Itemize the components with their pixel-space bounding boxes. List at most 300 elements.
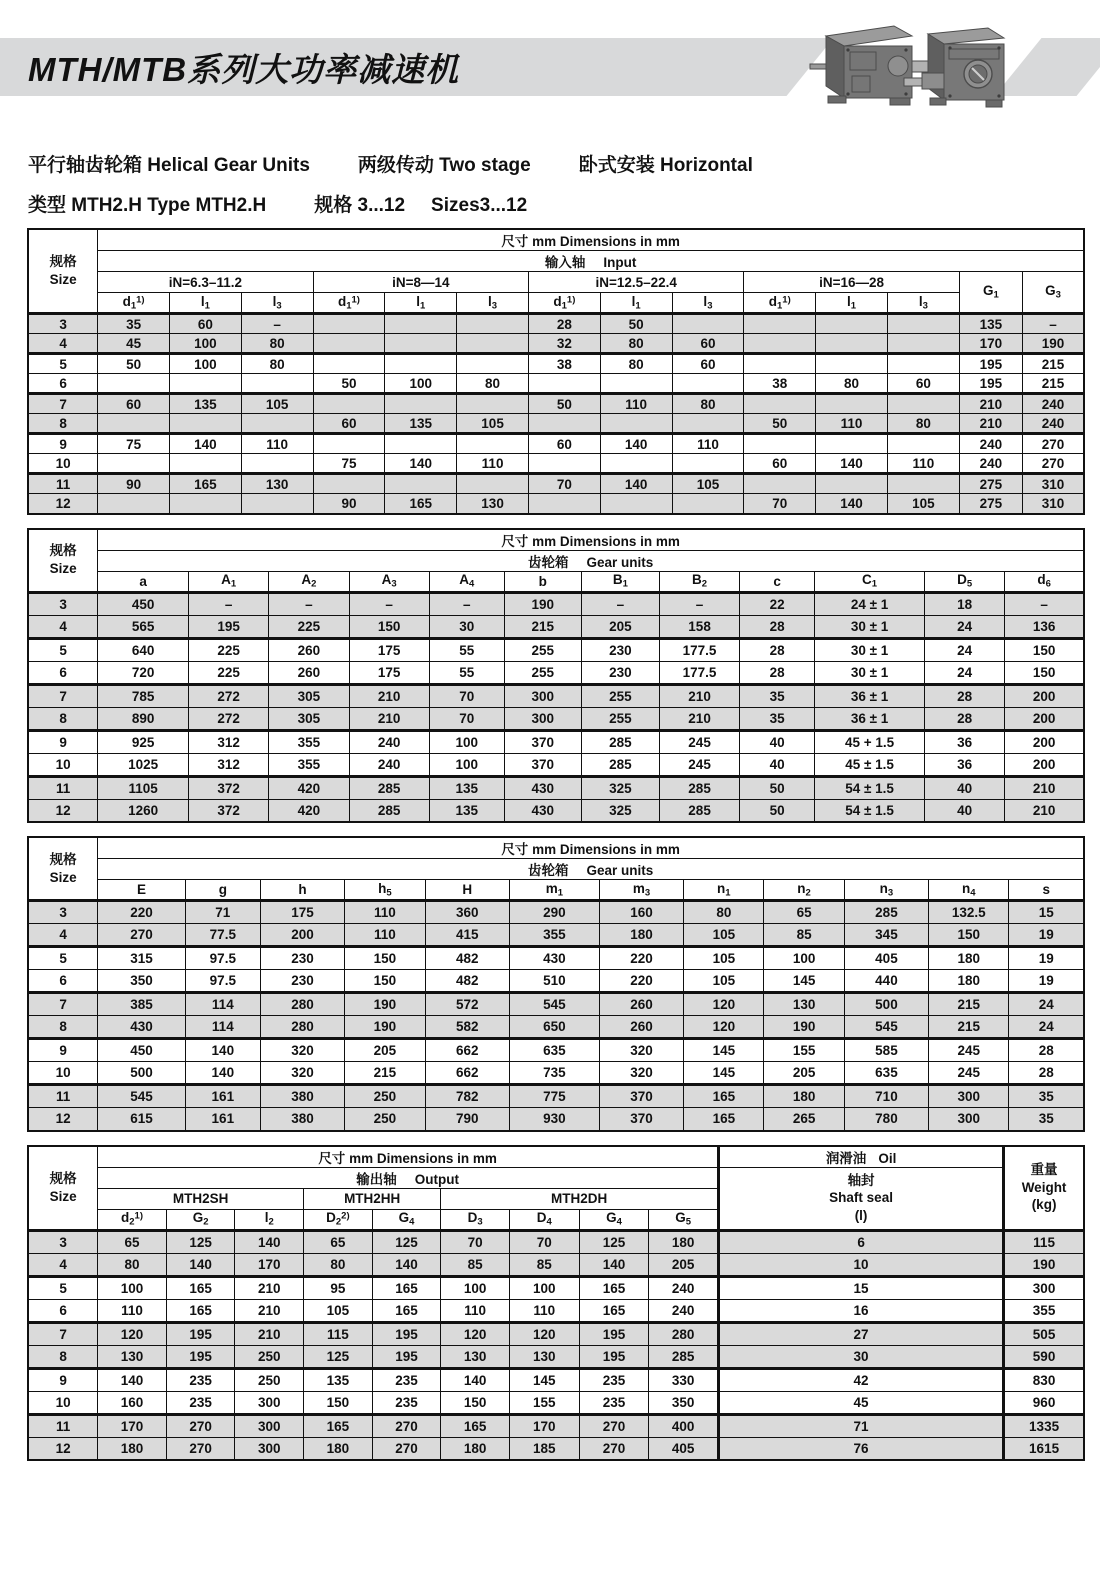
table-row bbox=[28, 615, 1084, 638]
value-cell: 370 bbox=[504, 730, 581, 753]
value-cell: 30 ± 1 bbox=[815, 638, 925, 661]
col-header: s bbox=[1009, 880, 1084, 901]
value-cell: 450 bbox=[98, 592, 189, 615]
value-cell: 300 bbox=[929, 1085, 1009, 1108]
value-cell bbox=[816, 334, 888, 354]
value-cell: 36 bbox=[924, 730, 1004, 753]
value-cell: 785 bbox=[98, 684, 189, 707]
value-cell: 930 bbox=[509, 1108, 599, 1131]
size-cell: 8 bbox=[28, 707, 98, 730]
value-cell: 205 bbox=[581, 615, 659, 638]
table-body bbox=[28, 901, 1084, 1131]
value-cell: 215 bbox=[504, 615, 581, 638]
value-cell bbox=[600, 494, 672, 514]
value-cell: 100 bbox=[509, 1276, 579, 1299]
gearbox-product-photos bbox=[806, 16, 1016, 116]
value-cell: 405 bbox=[649, 1437, 719, 1460]
value-cell bbox=[98, 414, 170, 434]
value-cell bbox=[385, 394, 457, 414]
value-cell: 140 bbox=[166, 1253, 235, 1276]
value-cell: 76 bbox=[719, 1437, 1004, 1460]
value-cell: 65 bbox=[764, 901, 844, 924]
value-cell: 200 bbox=[1005, 753, 1084, 776]
oil-label-en: Oil bbox=[878, 1150, 897, 1166]
value-cell: 24 bbox=[924, 615, 1004, 638]
col-header: $d_1^{1)}$ bbox=[98, 293, 170, 314]
value-cell: 195 bbox=[372, 1345, 441, 1368]
value-cell: 105 bbox=[304, 1299, 373, 1322]
table-row bbox=[28, 993, 1084, 1016]
col-header: $d_6$ bbox=[1005, 571, 1084, 592]
value-cell: 65 bbox=[304, 1230, 373, 1253]
value-cell: 19 bbox=[1009, 970, 1084, 993]
value-cell: 245 bbox=[659, 753, 739, 776]
value-cell: 420 bbox=[269, 799, 349, 822]
col-header: $l_1$ bbox=[169, 293, 241, 314]
value-cell: 55 bbox=[429, 661, 504, 684]
value-cell: 40 bbox=[740, 753, 815, 776]
col-header: $d_1^{1)}$ bbox=[744, 293, 816, 314]
col-header: $l_1$ bbox=[816, 293, 888, 314]
size-cell: 11 bbox=[28, 474, 98, 494]
value-cell: 240 bbox=[349, 730, 429, 753]
value-cell: 100 bbox=[429, 730, 504, 753]
value-cell: 215 bbox=[1023, 374, 1084, 394]
value-cell: 1105 bbox=[98, 776, 189, 799]
value-cell: 250 bbox=[235, 1345, 304, 1368]
value-cell: 125 bbox=[304, 1345, 373, 1368]
value-cell: 220 bbox=[599, 970, 683, 993]
value-cell: 38 bbox=[528, 354, 600, 374]
value-cell: 270 bbox=[1023, 454, 1084, 474]
size-cell: 12 bbox=[28, 1108, 98, 1131]
value-cell: 100 bbox=[169, 334, 241, 354]
col-header: $l_2$ bbox=[235, 1209, 304, 1230]
size-label-zh: 规格 bbox=[49, 1170, 77, 1186]
col-header: $D_4$ bbox=[509, 1209, 579, 1230]
value-cell: 430 bbox=[509, 947, 599, 970]
table-row bbox=[28, 1345, 1084, 1368]
ratio-range-header: iN=16—28 bbox=[744, 272, 959, 293]
value-cell: 320 bbox=[599, 1062, 683, 1085]
value-cell: 255 bbox=[581, 684, 659, 707]
value-cell: 177.5 bbox=[659, 661, 739, 684]
value-cell: 370 bbox=[599, 1108, 683, 1131]
value-cell bbox=[528, 494, 600, 514]
value-cell: 250 bbox=[235, 1368, 304, 1391]
value-cell: 572 bbox=[425, 993, 509, 1016]
size-cell: 5 bbox=[28, 1276, 98, 1299]
subtitle-line-2 bbox=[28, 190, 527, 217]
value-cell: 110 bbox=[887, 454, 959, 474]
value-cell: 28 bbox=[924, 707, 1004, 730]
value-cell: 215 bbox=[1023, 354, 1084, 374]
value-cell: 105 bbox=[887, 494, 959, 514]
table-row bbox=[28, 799, 1084, 822]
value-cell: 275 bbox=[959, 494, 1022, 514]
value-cell: 205 bbox=[764, 1062, 844, 1085]
col-header: $n_3$ bbox=[844, 880, 928, 901]
value-cell: 280 bbox=[260, 1016, 344, 1039]
value-cell: 215 bbox=[929, 993, 1009, 1016]
value-cell: 28 bbox=[528, 314, 600, 334]
value-cell: – bbox=[429, 592, 504, 615]
value-cell: 110 bbox=[600, 394, 672, 414]
value-cell: 285 bbox=[844, 901, 928, 924]
table-row bbox=[28, 314, 1084, 334]
table-row bbox=[28, 1322, 1084, 1345]
value-cell: 225 bbox=[189, 661, 269, 684]
value-cell: 165 bbox=[441, 1414, 510, 1437]
table-body bbox=[28, 1230, 1084, 1460]
value-cell: 110 bbox=[98, 1299, 167, 1322]
weight-unit-label: (kg) bbox=[1031, 1197, 1057, 1213]
value-cell: 145 bbox=[509, 1368, 579, 1391]
value-cell: 195 bbox=[166, 1322, 235, 1345]
value-cell: 110 bbox=[672, 434, 744, 454]
col-header: a bbox=[98, 571, 189, 592]
col-header: H bbox=[425, 880, 509, 901]
value-cell: 260 bbox=[269, 638, 349, 661]
size-label-zh: 规格 bbox=[49, 254, 77, 270]
table-row bbox=[28, 1437, 1084, 1460]
value-cell: 240 bbox=[1023, 414, 1084, 434]
value-cell: 120 bbox=[684, 1016, 764, 1039]
value-cell: 135 bbox=[304, 1368, 373, 1391]
col-header: $m_1$ bbox=[509, 880, 599, 901]
value-cell: 45 bbox=[98, 334, 170, 354]
table-row bbox=[28, 707, 1084, 730]
gear-units-label-en: Gear units bbox=[586, 863, 654, 878]
value-cell: 255 bbox=[504, 661, 581, 684]
value-cell: 370 bbox=[504, 753, 581, 776]
table-row bbox=[28, 1391, 1084, 1414]
value-cell: 175 bbox=[349, 638, 429, 661]
value-cell: 420 bbox=[269, 776, 349, 799]
table-row bbox=[28, 494, 1084, 514]
value-cell: 35 bbox=[1009, 1085, 1084, 1108]
value-cell: 45 bbox=[719, 1391, 1004, 1414]
size-cell: 5 bbox=[28, 638, 98, 661]
size-cell: 3 bbox=[28, 592, 98, 615]
value-cell: 150 bbox=[304, 1391, 373, 1414]
value-cell: 50 bbox=[313, 374, 385, 394]
col-header-g1: $G_1$ bbox=[959, 272, 1022, 314]
value-cell: 430 bbox=[98, 1016, 186, 1039]
size-cell: 12 bbox=[28, 494, 98, 514]
value-cell: 230 bbox=[581, 638, 659, 661]
col-header: $B_2$ bbox=[659, 571, 739, 592]
value-cell: 275 bbox=[959, 474, 1022, 494]
col-header: $A_2$ bbox=[269, 571, 349, 592]
model-header-mth2hh: MTH2HH bbox=[304, 1188, 441, 1209]
value-cell: 195 bbox=[959, 374, 1022, 394]
value-cell: 30 bbox=[429, 615, 504, 638]
size-cell: 4 bbox=[28, 1253, 98, 1276]
col-header: $n_1$ bbox=[684, 880, 764, 901]
size-column-header bbox=[28, 1146, 98, 1231]
value-cell: – bbox=[659, 592, 739, 615]
value-cell: 545 bbox=[509, 993, 599, 1016]
value-cell: 240 bbox=[959, 454, 1022, 474]
value-cell: 500 bbox=[98, 1062, 186, 1085]
value-cell: 775 bbox=[509, 1085, 599, 1108]
value-cell: 265 bbox=[764, 1108, 844, 1131]
value-cell bbox=[385, 314, 457, 334]
value-cell: 280 bbox=[260, 993, 344, 1016]
value-cell: 70 bbox=[509, 1230, 579, 1253]
value-cell: 215 bbox=[929, 1016, 1009, 1039]
weight-label-zh: 重量 bbox=[1030, 1162, 1058, 1178]
value-cell bbox=[169, 454, 241, 474]
gear-units-label-zh: 齿轮箱 bbox=[527, 863, 569, 878]
size-cell: 7 bbox=[28, 1322, 98, 1345]
value-cell: 165 bbox=[169, 474, 241, 494]
value-cell: 80 bbox=[600, 354, 672, 374]
value-cell: 28 bbox=[740, 661, 815, 684]
value-cell: 105 bbox=[684, 924, 764, 947]
value-cell bbox=[600, 374, 672, 394]
value-cell: 180 bbox=[649, 1230, 719, 1253]
value-cell: 210 bbox=[235, 1299, 304, 1322]
value-cell bbox=[313, 434, 385, 454]
value-cell: 165 bbox=[684, 1085, 764, 1108]
col-header: $G_2$ bbox=[166, 1209, 235, 1230]
value-cell: 30 ± 1 bbox=[815, 615, 925, 638]
value-cell: 270 bbox=[372, 1437, 441, 1460]
size-cell: 10 bbox=[28, 1391, 98, 1414]
size-cell: 12 bbox=[28, 799, 98, 822]
value-cell: 71 bbox=[719, 1414, 1004, 1437]
value-cell bbox=[385, 354, 457, 374]
value-cell: 225 bbox=[189, 638, 269, 661]
value-cell: 155 bbox=[764, 1039, 844, 1062]
value-cell: 80 bbox=[304, 1253, 373, 1276]
value-cell: 60 bbox=[313, 414, 385, 434]
value-cell: 170 bbox=[509, 1414, 579, 1437]
value-cell: 145 bbox=[764, 970, 844, 993]
col-header: $h_5$ bbox=[345, 880, 425, 901]
value-cell: 500 bbox=[844, 993, 928, 1016]
value-cell bbox=[98, 374, 170, 394]
col-header: $d_1^{1)}$ bbox=[313, 293, 385, 314]
value-cell: 210 bbox=[349, 707, 429, 730]
value-cell: 35 bbox=[740, 684, 815, 707]
value-cell: 75 bbox=[98, 434, 170, 454]
value-cell: 305 bbox=[269, 684, 349, 707]
size-column-header bbox=[28, 837, 98, 901]
value-cell bbox=[528, 454, 600, 474]
value-cell: 355 bbox=[509, 924, 599, 947]
size-cell: 6 bbox=[28, 970, 98, 993]
value-cell: 54 ± 1.5 bbox=[815, 776, 925, 799]
value-cell: 180 bbox=[304, 1437, 373, 1460]
value-cell: 210 bbox=[659, 707, 739, 730]
size-cell: 5 bbox=[28, 354, 98, 374]
value-cell: 330 bbox=[649, 1368, 719, 1391]
value-cell: 110 bbox=[816, 414, 888, 434]
ratio-range-header: iN=12.5–22.4 bbox=[528, 272, 743, 293]
value-cell: 140 bbox=[816, 494, 888, 514]
value-cell: 36 bbox=[924, 753, 1004, 776]
table-row bbox=[28, 474, 1084, 494]
size-column-header bbox=[28, 229, 98, 314]
value-cell: 140 bbox=[600, 474, 672, 494]
value-cell: 80 bbox=[684, 901, 764, 924]
value-cell bbox=[313, 314, 385, 334]
value-cell: 175 bbox=[349, 661, 429, 684]
value-cell: 100 bbox=[441, 1276, 510, 1299]
value-cell bbox=[672, 494, 744, 514]
value-cell: 312 bbox=[189, 753, 269, 776]
value-cell: 100 bbox=[429, 753, 504, 776]
value-cell: 270 bbox=[579, 1437, 649, 1460]
value-cell: 430 bbox=[504, 776, 581, 799]
table-row bbox=[28, 334, 1084, 354]
value-cell: 890 bbox=[98, 707, 189, 730]
value-cell bbox=[385, 474, 457, 494]
value-cell: 130 bbox=[457, 494, 529, 514]
value-cell bbox=[816, 354, 888, 374]
value-cell: 50 bbox=[744, 414, 816, 434]
value-cell: 140 bbox=[169, 434, 241, 454]
value-cell: 735 bbox=[509, 1062, 599, 1085]
output-shaft-header bbox=[98, 1167, 719, 1188]
value-cell: 790 bbox=[425, 1108, 509, 1131]
value-cell: 120 bbox=[684, 993, 764, 1016]
value-cell: 110 bbox=[509, 1299, 579, 1322]
value-cell: 90 bbox=[313, 494, 385, 514]
value-cell: 305 bbox=[269, 707, 349, 730]
value-cell: 180 bbox=[599, 924, 683, 947]
value-cell: 255 bbox=[581, 707, 659, 730]
value-cell: 140 bbox=[441, 1368, 510, 1391]
value-cell: 110 bbox=[457, 454, 529, 474]
value-cell: 60 bbox=[672, 334, 744, 354]
dimension-table-output-shaft bbox=[27, 1145, 1085, 1462]
value-cell: 165 bbox=[579, 1276, 649, 1299]
value-cell: 80 bbox=[241, 354, 313, 374]
value-cell: 135 bbox=[385, 414, 457, 434]
input-label-en: Input bbox=[603, 255, 637, 270]
value-cell: 650 bbox=[509, 1016, 599, 1039]
value-cell: 180 bbox=[929, 970, 1009, 993]
value-cell: 100 bbox=[98, 1276, 167, 1299]
output-label-zh: 输出轴 bbox=[356, 1171, 397, 1187]
value-cell: 16 bbox=[719, 1299, 1004, 1322]
value-cell: 80 bbox=[816, 374, 888, 394]
value-cell: 245 bbox=[929, 1039, 1009, 1062]
value-cell: 28 bbox=[740, 638, 815, 661]
value-cell: 325 bbox=[581, 799, 659, 822]
value-cell: 140 bbox=[235, 1230, 304, 1253]
value-cell bbox=[887, 474, 959, 494]
value-cell: 190 bbox=[345, 1016, 425, 1039]
value-cell: 22 bbox=[740, 592, 815, 615]
value-cell bbox=[313, 354, 385, 374]
value-cell: 240 bbox=[649, 1299, 719, 1322]
shaft-seal-label-en: Shaft seal bbox=[829, 1190, 893, 1206]
size-label-en: Size bbox=[49, 561, 77, 576]
size-cell: 10 bbox=[28, 753, 98, 776]
table-row bbox=[28, 354, 1084, 374]
col-header: $l_3$ bbox=[241, 293, 313, 314]
value-cell: 640 bbox=[98, 638, 189, 661]
value-cell: 165 bbox=[372, 1299, 441, 1322]
value-cell: 440 bbox=[844, 970, 928, 993]
table-row bbox=[28, 454, 1084, 474]
value-cell: 36 ± 1 bbox=[815, 684, 925, 707]
value-cell bbox=[887, 354, 959, 374]
value-cell: 235 bbox=[579, 1368, 649, 1391]
value-cell: 482 bbox=[425, 970, 509, 993]
col-header: $D_5$ bbox=[924, 571, 1004, 592]
col-header: $d_2^{1)}$ bbox=[98, 1209, 167, 1230]
table-row bbox=[28, 592, 1084, 615]
value-cell: 180 bbox=[98, 1437, 167, 1460]
value-cell: 70 bbox=[744, 494, 816, 514]
value-cell: 40 bbox=[924, 799, 1004, 822]
value-cell: 130 bbox=[509, 1345, 579, 1368]
value-cell: 190 bbox=[504, 592, 581, 615]
table-row bbox=[28, 1276, 1084, 1299]
value-cell: 150 bbox=[1005, 638, 1084, 661]
value-cell: 235 bbox=[166, 1391, 235, 1414]
value-cell: 345 bbox=[844, 924, 928, 947]
col-header: $A_1$ bbox=[189, 571, 269, 592]
value-cell: 415 bbox=[425, 924, 509, 947]
table-row bbox=[28, 924, 1084, 947]
value-cell bbox=[528, 374, 600, 394]
value-cell: 65 bbox=[98, 1230, 167, 1253]
value-cell: 272 bbox=[189, 707, 269, 730]
value-cell: 165 bbox=[166, 1299, 235, 1322]
model-header-mth2dh: MTH2DH bbox=[441, 1188, 719, 1209]
value-cell: 270 bbox=[372, 1414, 441, 1437]
value-cell bbox=[313, 334, 385, 354]
value-cell: 245 bbox=[929, 1062, 1009, 1085]
gear-units-label-zh: 齿轮箱 bbox=[527, 554, 569, 570]
value-cell: 150 bbox=[929, 924, 1009, 947]
value-cell: 36 ± 1 bbox=[815, 707, 925, 730]
value-cell: 150 bbox=[1005, 661, 1084, 684]
subtitle-segment: 卧式安装 Horizontal bbox=[578, 155, 753, 176]
value-cell bbox=[816, 474, 888, 494]
table-row bbox=[28, 1016, 1084, 1039]
value-cell: 250 bbox=[345, 1085, 425, 1108]
value-cell: 140 bbox=[185, 1039, 260, 1062]
value-cell: 635 bbox=[509, 1039, 599, 1062]
value-cell: 372 bbox=[189, 776, 269, 799]
value-cell: 300 bbox=[504, 707, 581, 730]
value-cell bbox=[457, 474, 529, 494]
value-cell: 285 bbox=[659, 776, 739, 799]
gear-units-header bbox=[98, 859, 1084, 880]
value-cell: 40 bbox=[740, 730, 815, 753]
value-cell: 355 bbox=[269, 730, 349, 753]
value-cell: 120 bbox=[509, 1322, 579, 1345]
value-cell bbox=[241, 374, 313, 394]
value-cell: 165 bbox=[579, 1299, 649, 1322]
output-label-en: Output bbox=[414, 1171, 459, 1187]
value-cell: 240 bbox=[1023, 394, 1084, 414]
value-cell: 28 bbox=[1009, 1039, 1084, 1062]
size-label-en: Size bbox=[49, 1188, 77, 1204]
value-cell: 782 bbox=[425, 1085, 509, 1108]
value-cell: 210 bbox=[235, 1276, 304, 1299]
dimensions-header: 尺寸 mm Dimensions in mm bbox=[98, 837, 1084, 859]
col-header: $D_3$ bbox=[441, 1209, 510, 1230]
